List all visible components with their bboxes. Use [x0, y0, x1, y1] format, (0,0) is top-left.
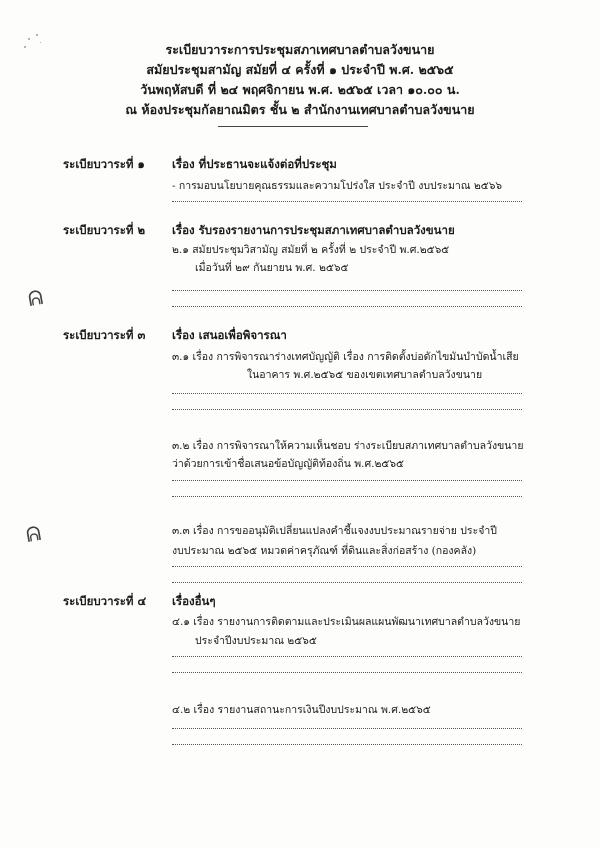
agenda-3-3-title: ๓.๓ เรื่อง การขออนุมัติเปลี่ยนแปลงคำชี้แจงงบประมาณรายจ่าย ประจำปี — [172, 525, 497, 537]
agenda-4-2-title: ๔.๒ เรื่อง รายงานสถานะการเงินปีงบประมาณ พ.ศ.๒๕๖๕ — [172, 704, 431, 716]
dotted-line — [172, 744, 522, 745]
agenda-3-1-title: ๓.๑ เรื่อง การพิจารณาร่างเทศบัญญัติ เรื่อง การติดตั้งบ่อดักไขมันบำบัดน้ำเสีย — [172, 351, 519, 363]
dotted-line — [172, 728, 522, 729]
dotted-line — [172, 672, 522, 673]
agenda-4-1-title-cont: ประจำปีงบประมาณ ๒๕๖๕ — [195, 635, 317, 647]
dotted-line — [172, 566, 522, 567]
agenda-2-item: ๒.๑ สมัยประชุมวิสามัญ สมัยที่ ๒ ครั้งที่ ๒ ประจำปี พ.ศ.๒๕๖๕ — [172, 244, 450, 256]
dotted-line — [172, 201, 522, 202]
agenda-1-label: ระเบียบวาระที่ ๑ — [63, 157, 145, 171]
document-header — [0, 40, 600, 120]
header-title: ระเบียบวาระการประชุมสภาเทศบาลตำบลวังขนาย — [165, 42, 435, 57]
dotted-line — [172, 496, 522, 497]
agenda-1-topic: เรื่อง ที่ประธานจะแจ้งต่อที่ประชุม — [172, 157, 337, 171]
dotted-line — [172, 393, 522, 394]
agenda-2-topic: เรื่อง รับรองรายงานการประชุมสภาเทศบาลตำบลวังขนาย — [172, 223, 455, 237]
agenda-4-topic: เรื่องอื่นๆ — [172, 594, 216, 608]
agenda-2-label: ระเบียบวาระที่ ๒ — [63, 223, 146, 237]
agenda-4-1-title: ๔.๑ เรื่อง รายงานการติดตามและประเมินผลแผนพัฒนาเทศบาลตำบลวังขนาย — [172, 616, 521, 628]
handwritten-margin-mark: ᕱ — [26, 284, 45, 312]
agenda-3-2-title: ๓.๒ เรื่อง การพิจารณาให้ความเห็นชอบ ร่างระเบียบสภาเทศบาลตำบลวังขนาย — [172, 440, 524, 452]
header-date: วันพฤหัสบดี ที่ ๒๔ พฤศจิกายน พ.ศ. ๒๕๖๕ เวลา ๑๐.๐๐ น. — [140, 82, 460, 97]
agenda-3-1-title-cont: ในอาคาร พ.ศ.๒๕๖๕ ของเขตเทศบาลตำบลวังขนาย — [247, 369, 483, 381]
agenda-1-line: - การมอบนโยบายคุณธรรมและความโปร่งใส ประจำปี งบประมาณ ๒๕๖๖ — [172, 180, 503, 192]
agenda-4-label: ระเบียบวาระที่ ๔ — [63, 594, 147, 608]
dotted-line — [172, 306, 522, 307]
header-session: สมัยประชุมสามัญ สมัยที่ ๔ ครั้งที่ ๑ ประจำปี พ.ศ. ๒๕๖๕ — [146, 62, 454, 77]
dotted-line — [172, 290, 522, 291]
handwritten-margin-mark: ᕱ — [24, 520, 43, 548]
dotted-line — [172, 409, 522, 410]
agenda-3-3-title-cont: งบประมาณ ๒๕๖๕ หมวดค่าครุภัณฑ์ ที่ดินและสิ่งก่อสร้าง (กองคลัง) — [172, 545, 477, 557]
agenda-2-item-cont: เมื่อวันที่ ๒๙ กันยายน พ.ศ. ๒๕๖๕ — [195, 262, 349, 274]
dotted-line — [172, 656, 522, 657]
agenda-3-topic: เรื่อง เสนอเพื่อพิจารณา — [172, 328, 287, 342]
header-underline — [218, 126, 368, 127]
header-venue: ณ ห้องประชุมกัลยาณมิตร ชั้น ๒ สำนักงานเทศบาลตำบลวังขนาย — [125, 102, 475, 117]
dotted-line — [172, 582, 522, 583]
agenda-3-label: ระเบียบวาระที่ ๓ — [63, 328, 146, 342]
agenda-3-2-title-cont: ว่าด้วยการเข้าชื่อเสนอข้อบัญญัติท้องถิ่น พ.ศ.๒๕๖๕ — [172, 458, 404, 470]
scan-speck — [36, 34, 38, 36]
dotted-line — [172, 480, 522, 481]
